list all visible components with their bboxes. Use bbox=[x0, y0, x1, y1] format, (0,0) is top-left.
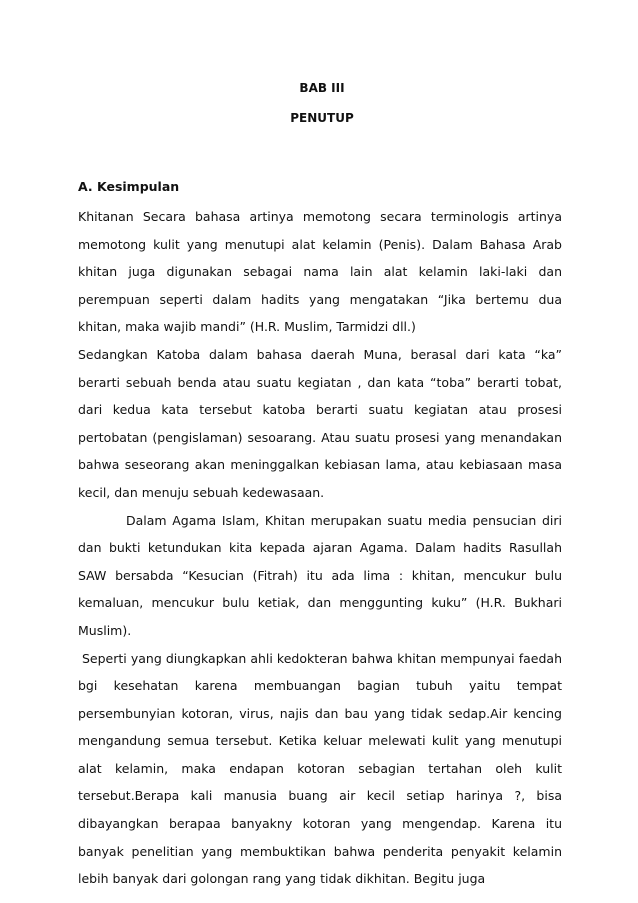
paragraph-2: Sedangkan Katoba dalam bahasa daerah Muna, berasal dari kata “ka” berarti sebuah benda atau suatu kegiatan , dan kata “toba” berarti tobat, dari kedua kata tersebut katoba berarti suatu kegiatan atau prosesi pertobatan (pengislaman) sesoarang. Atau suatu prosesi yang menandakan bahwa seseorang akan meninggalkan kebiasan lama, atau kebiasaan masa kecil, dan menuju sebuah kedewasaan. bbox=[78, 346, 562, 500]
section-title: A. Kesimpulan bbox=[78, 179, 180, 194]
chapter-number: BAB III bbox=[299, 81, 345, 95]
paragraph-4: Seperti yang diungkapkan ahli kedokteran bahwa khitan mempunyai faedah bgi kesehatan karena membuangan bagian tubuh yaitu tempat persembunyian kotoran, virus, najis dan bau yang tidak sedap.Air kencing mengandung semua tersebut. Ketika keluar melewati kulit yang menutupi alat kelamin, maka endapan kotoran sebagian tertahan oleh kulit tersebut.Berapa kali manusia buang air kecil setiap harinya ?, bisa dibayangkan berapaa banyakny kotoran yang mengendap. Karena itu banyak penelitian yang membuktikan bahwa penderita penyakit kelamin lebih banyak dari golongan rang yang tidak dikhitan. Begitu juga bbox=[78, 650, 562, 887]
paragraph-3: Dalam Agama Islam, Khitan merupakan suatu media pensucian diri dan bukti ketundukan kita kepada ajaran Agama. Dalam hadits Rasullah SAW bersabda “Kesucian (Fitrah) itu ada lima : khitan, mencukur bulu kemaluan, mencukur bulu ketiak, dan menggunting kuku” (H.R. Bukhari Muslim). bbox=[78, 512, 562, 638]
chapter-heading bbox=[0, 81, 638, 95]
chapter-title: PENUTUP bbox=[290, 111, 354, 125]
body-text bbox=[78, 203, 562, 893]
paragraph-1: Khitanan Secara bahasa artinya memotong secara terminologis artinya memotong kulit yang menutupi alat kelamin (Penis). Dalam Bahasa Arab khitan juga digunakan sebagai nama lain alat kelamin laki-laki dan perempuan seperti dalam hadits yang mengatakan “Jika bertemu dua khitan, maka wajib mandi” (H.R. Muslim, Tarmidzi dll.) bbox=[78, 209, 562, 335]
chapter-title-block bbox=[0, 111, 638, 125]
